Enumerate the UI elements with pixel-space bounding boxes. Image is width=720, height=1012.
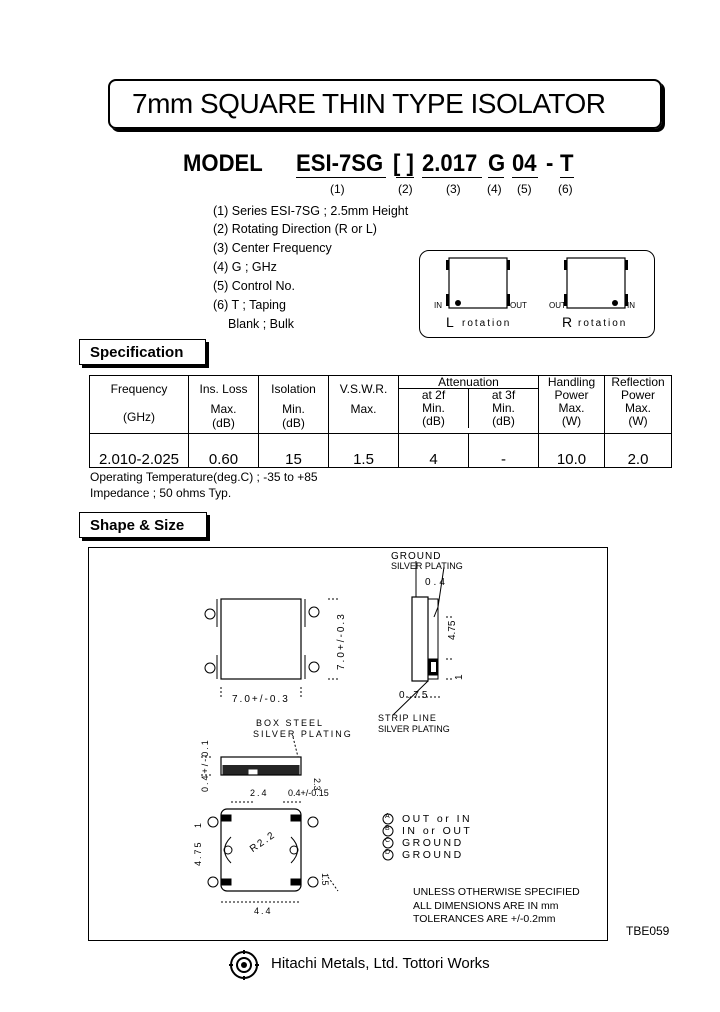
spec-table <box>89 375 672 468</box>
lbl-dim-height: 0.4+/-0.1 <box>200 738 210 792</box>
th-reflection: Reflection <box>611 375 665 389</box>
th-vswr-max: Max. <box>350 402 377 416</box>
th-at2f-unit: (dB) <box>422 414 445 428</box>
note-impedance: Impedance ; 50 ohms Typ. <box>90 486 232 500</box>
code-desc-6: (6) T ; Taping <box>213 298 286 312</box>
code-desc-5: (5) Control No. <box>213 279 295 293</box>
th-iso-unit: (dB) <box>282 416 305 430</box>
model-part-series: ESI-7SG <box>296 150 384 177</box>
rot-right-word: rotation <box>578 318 628 329</box>
th-frequency: Frequency <box>110 382 168 396</box>
val-ins-loss: 0.60 <box>189 434 259 468</box>
lbl-dim-475b: 4.75 <box>193 840 203 866</box>
lbl-dim-075: 0.75 <box>399 690 431 701</box>
th-iso-min: Min. <box>282 402 305 416</box>
th-ins-loss: Ins. Loss <box>199 382 248 396</box>
rot-left-out: OUT <box>510 301 527 310</box>
hitachi-logo-icon <box>229 950 259 980</box>
th-attenuation: Attenuation <box>399 376 538 389</box>
lbl-dim-24: 2.4 <box>250 788 269 798</box>
lbl-dim-44: 4.4 <box>254 906 273 916</box>
note-op-temp: Operating Temperature(deg.C) ; -35 to +85 <box>90 470 318 484</box>
code-num-2: (2) <box>398 182 413 196</box>
rot-right-out: OUT <box>549 301 566 310</box>
lbl-ground: GROUND <box>391 551 442 562</box>
lbl-dim-04b: 0.4+/-0.15 <box>288 788 329 798</box>
lbl-silver-plating-top: SILVER PLATING <box>391 561 463 571</box>
code-desc-1: (1) Series ESI-7SG ; 2.5mm Height <box>213 204 409 218</box>
note-tolerances: TOLERANCES ARE +/-0.2mm <box>413 913 556 925</box>
th-at2f: at 2f <box>421 388 446 402</box>
code-desc-3: (3) Center Frequency <box>213 241 332 255</box>
val-vswr: 1.5 <box>329 434 399 468</box>
technical-drawing <box>88 547 606 939</box>
code-num-4: (4) <box>487 182 502 196</box>
specification-heading: Specification <box>79 339 206 365</box>
spec-value-row <box>90 434 672 468</box>
th-reflection-max: Max. <box>624 401 651 415</box>
th-reflection-unit: (W) <box>628 414 648 428</box>
legend-key-b: B <box>385 825 390 832</box>
legend-val-a: OUT or IN <box>402 813 473 825</box>
th-at3f-unit: (dB) <box>492 414 515 428</box>
th-at2f-min: Min. <box>422 401 445 415</box>
rot-left-letter: L <box>446 314 454 330</box>
code-desc-2: (2) Rotating Direction (R or L) <box>213 222 377 236</box>
th-at3f-min: Min. <box>492 401 515 415</box>
lbl-dim-1b: 1 <box>193 822 203 828</box>
rot-left-word: rotation <box>462 318 512 329</box>
lbl-dim-7h: 7.0+/-0.3 <box>336 612 347 670</box>
model-label: MODEL <box>183 150 263 177</box>
model-part-direction: [ ] <box>393 150 414 177</box>
rot-right-letter: R <box>562 314 573 330</box>
th-isolation: Isolation <box>271 382 316 396</box>
rot-left-in: IN <box>434 301 442 310</box>
lbl-silver-plating-strip: SILVER PLATING <box>378 724 450 734</box>
lbl-dim-1: 1 <box>454 674 465 680</box>
model-part-taping: T <box>560 150 574 177</box>
legend-val-b: IN or OUT <box>402 825 473 837</box>
page-title: 7mm SQUARE THIN TYPE ISOLATOR <box>132 88 606 119</box>
lbl-dim-23: 2.3 <box>312 778 322 791</box>
legend-key-a: A <box>385 813 390 820</box>
lbl-dim-r: R2.2 <box>248 829 279 856</box>
lbl-strip-line: STRIP LINE <box>378 713 437 723</box>
shape-size-heading: Shape & Size <box>79 512 207 538</box>
model-part-control: 04 <box>512 150 537 177</box>
code-desc-7: Blank ; Bulk <box>228 317 295 331</box>
rot-right-in: IN <box>627 301 635 310</box>
th-freq-unit: (GHz) <box>123 410 155 424</box>
val-reflection: 2.0 <box>605 434 672 468</box>
th-ins-max: Max. <box>210 402 237 416</box>
model-part-unit: G <box>488 150 506 177</box>
lbl-dim-15: 1.5 <box>320 873 330 886</box>
val-at2f: 4 <box>399 434 469 468</box>
lbl-box-steel: BOX STEEL <box>256 718 325 728</box>
code-num-1: (1) <box>330 182 345 196</box>
note-all-dims: ALL DIMENSIONS ARE IN mm <box>413 900 559 912</box>
lbl-dim-475: 4.75 <box>447 620 458 640</box>
th-vswr: V.S.W.R. <box>339 382 388 396</box>
company-name: Hitachi Metals, Ltd. Tottori Works <box>271 955 490 972</box>
th-handling-max: Max. <box>558 401 585 415</box>
lbl-dim-7w: 7.0+/-0.3 <box>232 694 290 705</box>
lbl-silver-plating-box: SILVER PLATING <box>253 729 353 739</box>
legend-val-d: GROUND <box>402 849 464 861</box>
th-handling-unit: (W) <box>561 414 582 428</box>
code-num-3: (3) <box>446 182 461 196</box>
th-handling: Handling <box>547 375 596 389</box>
val-at3f: - <box>469 434 539 468</box>
legend-key-d: D <box>385 849 391 856</box>
val-handling: 10.0 <box>539 434 605 468</box>
th-reflection-power: Power <box>620 388 655 402</box>
note-unless: UNLESS OTHERWISE SPECIFIED <box>413 886 580 898</box>
th-handling-power: Power <box>554 388 589 402</box>
code-num-6: (6) <box>558 182 573 196</box>
code-desc-4: (4) G ; GHz <box>213 260 277 274</box>
val-frequency: 2.010-2.025 <box>90 434 189 468</box>
legend-key-c: C <box>385 837 391 844</box>
val-isolation: 15 <box>259 434 329 468</box>
code-num-5: (5) <box>517 182 532 196</box>
model-part-dash: - <box>546 150 554 177</box>
th-ins-unit: (dB) <box>212 416 235 430</box>
doc-code: TBE059 <box>626 924 670 938</box>
th-at3f: at 3f <box>491 388 516 402</box>
model-part-frequency: 2.017 <box>422 150 478 177</box>
legend-val-c: GROUND <box>402 837 464 849</box>
lbl-dim-04: 0.4 <box>425 577 448 588</box>
